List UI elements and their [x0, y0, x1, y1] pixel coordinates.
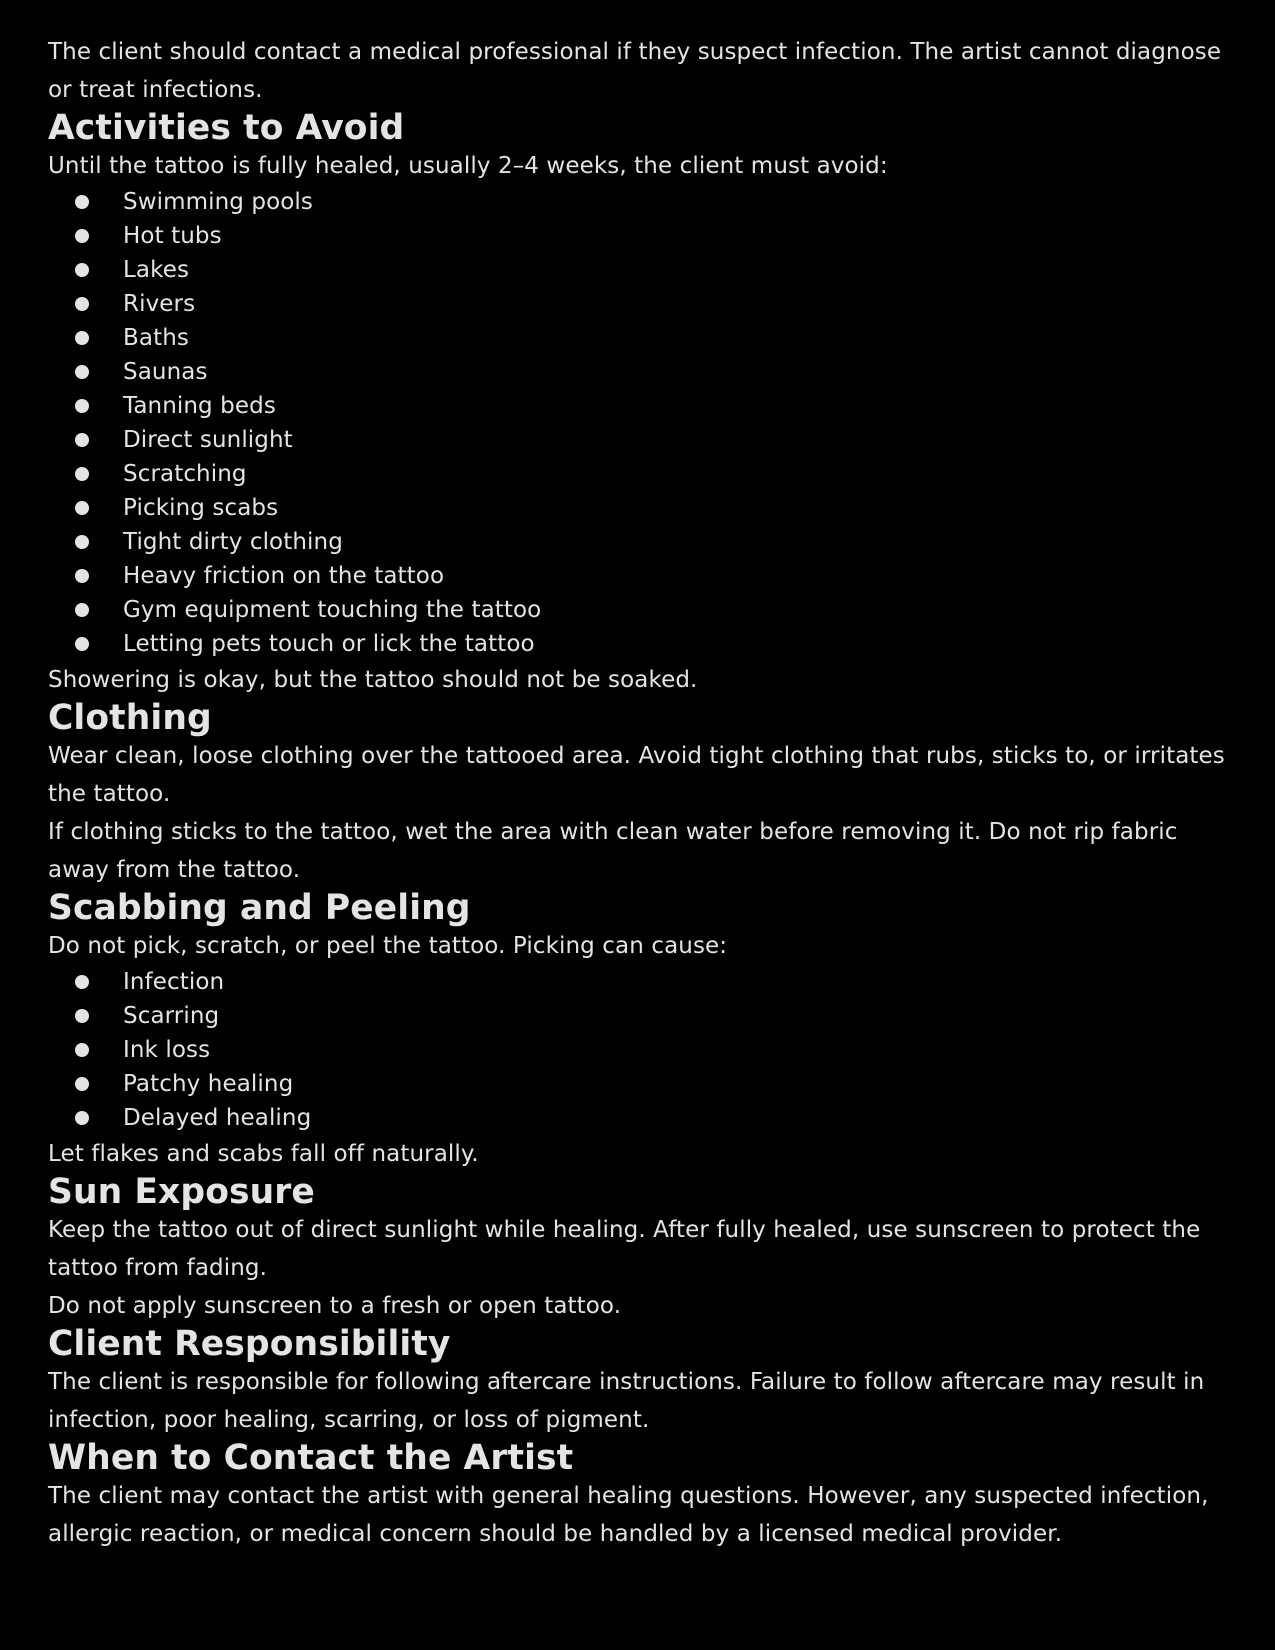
intro-paragraph: The client should contact a medical professional if they suspect infection. The artist cannot diagnose or treat infections. [48, 39, 1222, 103]
list-item-label: Baths [123, 325, 189, 351]
list-item [48, 559, 1227, 593]
heading-client-responsibility: Client Responsibility [48, 1324, 451, 1364]
list-item-label: Heavy friction on the tattoo [123, 563, 445, 589]
list-item-label: Letting pets touch or lick the tattoo [123, 631, 535, 657]
list-item [48, 185, 1227, 219]
bullet-icon [75, 297, 89, 311]
bullet-icon [75, 195, 89, 209]
heading-scabbing-and-peeling: Scabbing and Peeling [48, 888, 471, 928]
contact-paragraph: The client may contact the artist with general healing questions. However, any suspected infection, allergic reaction, or medical concern should be handled by a licensed medical provider. [48, 1483, 1209, 1547]
bullet-icon [75, 603, 89, 617]
list-item-label: Rivers [123, 291, 196, 317]
sun-paragraph-1: Keep the tattoo out of direct sunlight while healing. After fully healed, use sunscreen to protect the tattoo from fading. [48, 1217, 1201, 1281]
list-item [48, 1033, 1227, 1067]
list-item [48, 389, 1227, 423]
activities-list [48, 185, 1227, 661]
bullet-icon [75, 433, 89, 447]
list-item [48, 627, 1227, 661]
list-item-label: Scarring [123, 1003, 220, 1029]
scabbing-outro: Let flakes and scabs fall off naturally. [48, 1141, 479, 1167]
list-item-label: Tanning beds [123, 393, 276, 419]
list-item [48, 999, 1227, 1033]
responsibility-paragraph: The client is responsible for following aftercare instructions. Failure to follow aftercare may result in infection, poor healing, scarring, or loss of pigment. [48, 1369, 1205, 1433]
list-item-label: Infection [123, 969, 225, 995]
scabbing-intro: Do not pick, scratch, or peel the tattoo. Picking can cause: [48, 933, 728, 959]
activities-outro: Showering is okay, but the tattoo should not be soaked. [48, 667, 698, 693]
sun-paragraph-2: Do not apply sunscreen to a fresh or open tattoo. [48, 1293, 622, 1319]
bullet-icon [75, 399, 89, 413]
heading-sun-exposure: Sun Exposure [48, 1172, 315, 1212]
heading-when-to-contact-the-artist: When to Contact the Artist [48, 1438, 574, 1478]
bullet-icon [75, 535, 89, 549]
heading-clothing: Clothing [48, 698, 212, 738]
bullet-icon [75, 263, 89, 277]
list-item-label: Picking scabs [123, 495, 279, 521]
bullet-icon [75, 1009, 89, 1023]
bullet-icon [75, 569, 89, 583]
activities-intro: Until the tattoo is fully healed, usually 2–4 weeks, the client must avoid: [48, 153, 888, 179]
heading-activities-to-avoid: Activities to Avoid [48, 108, 405, 148]
clothing-paragraph-1: Wear clean, loose clothing over the tattooed area. Avoid tight clothing that rubs, sticks to, or irritates the tattoo. [48, 743, 1225, 807]
bullet-icon [75, 501, 89, 515]
list-item [48, 219, 1227, 253]
list-item [48, 965, 1227, 999]
list-item-label: Saunas [123, 359, 208, 385]
list-item [48, 1067, 1227, 1101]
list-item [48, 423, 1227, 457]
bullet-icon [75, 637, 89, 651]
bullet-icon [75, 1077, 89, 1091]
list-item [48, 1101, 1227, 1135]
list-item-label: Swimming pools [123, 189, 314, 215]
list-item-label: Ink loss [123, 1037, 211, 1063]
list-item-label: Scratching [123, 461, 247, 487]
list-item-label: Lakes [123, 257, 190, 283]
list-item [48, 253, 1227, 287]
bullet-icon [75, 467, 89, 481]
list-item [48, 491, 1227, 525]
bullet-icon [75, 331, 89, 345]
bullet-icon [75, 229, 89, 243]
bullet-icon [75, 975, 89, 989]
list-item-label: Direct sunlight [123, 427, 293, 453]
clothing-paragraph-2: If clothing sticks to the tattoo, wet the area with clean water before removing it. Do not rip fabric away from the tattoo. [48, 819, 1178, 883]
bullet-icon [75, 1111, 89, 1125]
list-item-label: Tight dirty clothing [123, 529, 343, 555]
list-item-label: Gym equipment touching the tattoo [123, 597, 542, 623]
list-item [48, 457, 1227, 491]
list-item [48, 525, 1227, 559]
bullet-icon [75, 1043, 89, 1057]
bullet-icon [75, 365, 89, 379]
list-item-label: Hot tubs [123, 223, 222, 249]
list-item-label: Patchy healing [123, 1071, 294, 1097]
list-item [48, 593, 1227, 627]
scabbing-list [48, 965, 1227, 1135]
list-item [48, 321, 1227, 355]
list-item [48, 355, 1227, 389]
list-item [48, 287, 1227, 321]
list-item-label: Delayed healing [123, 1105, 312, 1131]
